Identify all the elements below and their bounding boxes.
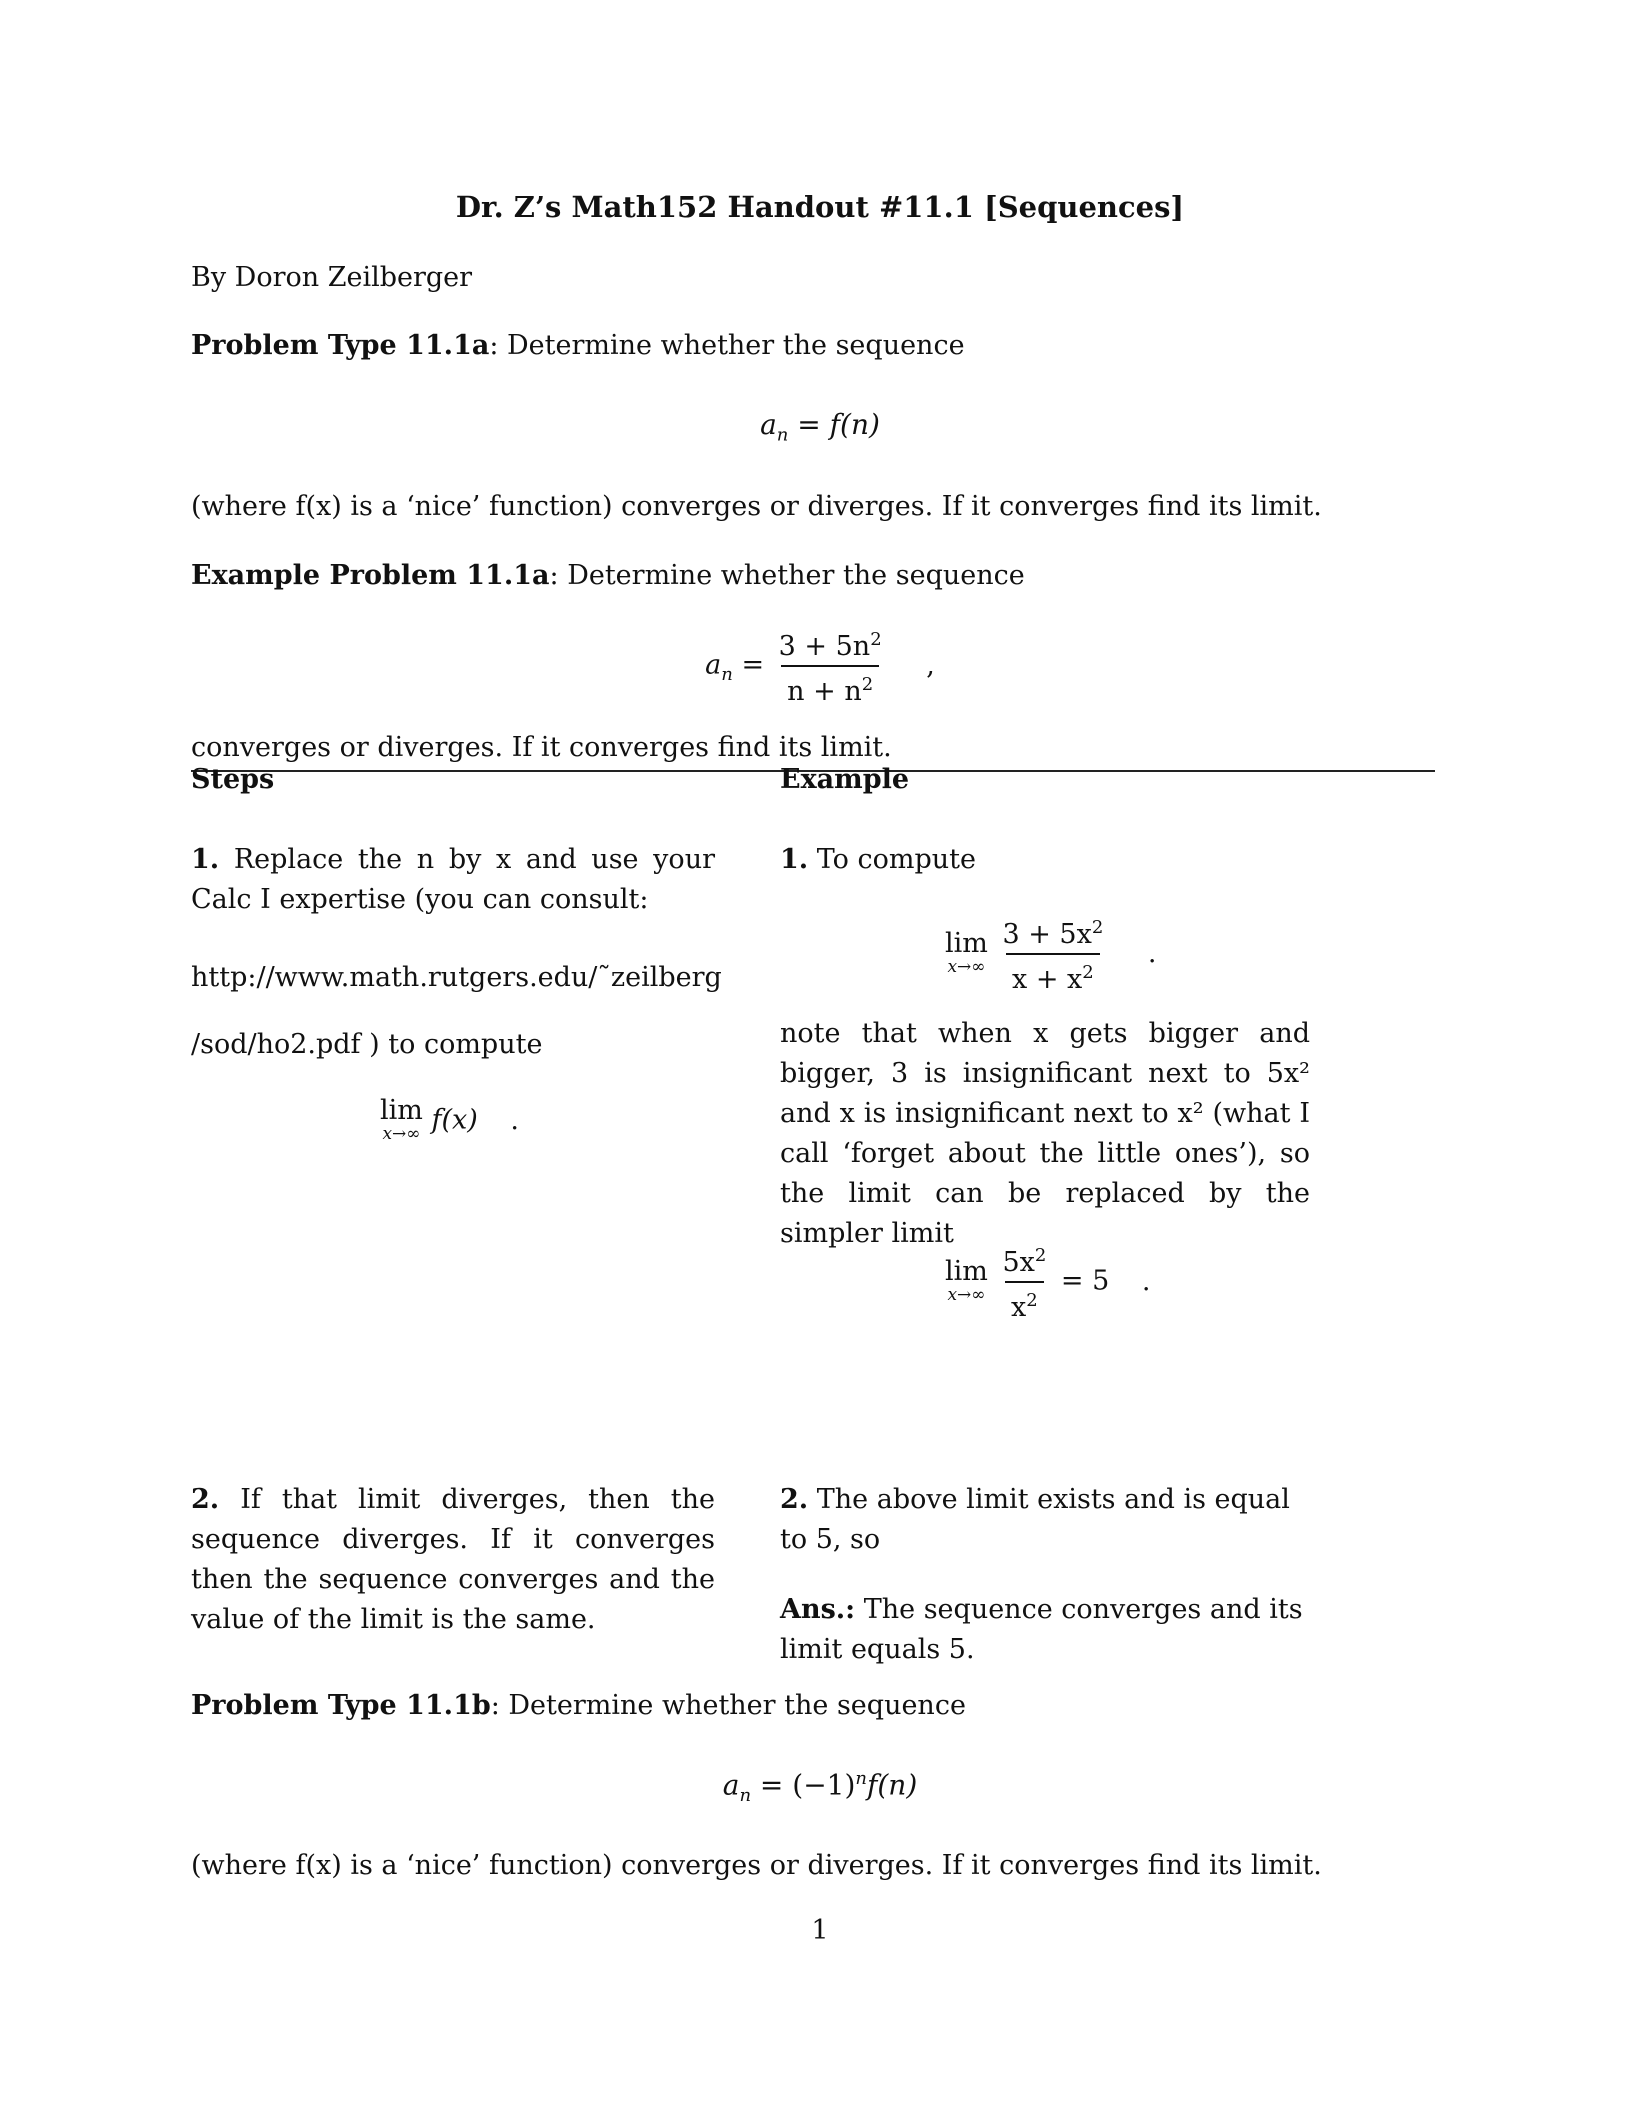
problem-type-a-text: : Determine whether the sequence <box>489 330 965 361</box>
step-1-body: Replace the n by x and use your Calc I expertise (you can consult: <box>191 844 715 915</box>
ex-numerator: 3 + 5n <box>778 631 871 662</box>
example-1-text <box>780 840 976 880</box>
ex-comma: , <box>926 649 935 681</box>
example-problem-a-label: Example Problem 11.1a <box>191 560 550 591</box>
page-title: Dr. Z’s Math152 Handout #11.1 [Sequences] <box>455 190 1185 224</box>
example-1-denominator: x + x <box>1012 964 1083 995</box>
example-2-answer <box>780 1590 1310 1670</box>
example-problem-a-after: converges or diverges. If it converges find its limit. <box>191 732 892 763</box>
ex-num-exp: 2 <box>870 629 882 650</box>
example-1-dot-2: . <box>1141 1265 1151 1297</box>
example-1-num-exp: 2 <box>1091 917 1104 938</box>
example-1-lim <box>945 928 988 977</box>
step-2-number: 2. <box>191 1484 220 1515</box>
step-1-url-line-2: /sod/ho2.pdf ) to compute <box>191 1029 543 1060</box>
alt-mid: = (−1) <box>751 1768 856 1802</box>
example-1-numerator-2: 5x <box>1002 1247 1035 1278</box>
problem-type-b <box>191 1686 966 1726</box>
formula-lhs: a <box>760 408 777 441</box>
example-1-body: To compute <box>808 844 977 875</box>
example-2-text <box>780 1480 1310 1560</box>
example-1-numerator: 3 + 5x <box>1002 919 1092 950</box>
problem-type-b-label: Problem Type 11.1b <box>191 1690 491 1721</box>
ex-denominator: n + n <box>787 676 862 707</box>
example-problem-a <box>191 556 1025 596</box>
ex-lhs-sub: n <box>721 663 733 685</box>
problem-type-a-description: (where f(x) is a ‘nice’ function) converges or diverges. If it converges find its limit. <box>191 491 1322 522</box>
steps-heading: Steps <box>191 764 275 795</box>
example-1-lim-word: lim <box>945 928 988 959</box>
page-number: 1 <box>811 1915 829 1946</box>
step-1-lim-expr: f(x) <box>431 1104 478 1136</box>
step-1-dot: . <box>510 1104 519 1136</box>
step-1-lim <box>380 1095 423 1144</box>
alt-rhs: f(n) <box>867 1768 918 1802</box>
example-1-lim-sub: x→∞ <box>947 957 986 977</box>
example-1-lim2-word: lim <box>945 1256 988 1287</box>
example-1-den2-exp: 2 <box>1026 1290 1038 1311</box>
step-1-url-line-1: http://www.math.rutgers.edu/˜zeilberg <box>191 962 722 993</box>
example-1-number: 1. <box>780 844 809 875</box>
example-1-paragraph: note that when x gets bigger and bigger, 3 is insignificant next to 5x² and x is insignificant next to x² (what I call ‘forget about the little ones’), so the limit can be replaced by the simpler limit <box>780 1018 1310 1249</box>
ex-fraction <box>773 622 888 710</box>
example-1-simpler-limit <box>945 1238 1151 1326</box>
step-1-lim-word: lim <box>380 1095 423 1126</box>
alt-lhs: a <box>722 1768 740 1802</box>
step-1-text <box>191 840 715 920</box>
ex-eq: = <box>732 649 773 681</box>
example-1-den-exp: 2 <box>1082 962 1094 983</box>
example-1-fraction <box>996 910 1109 998</box>
example-problem-a-text: : Determine whether the sequence <box>549 560 1025 591</box>
step-2-body: If that limit diverges, then the sequence diverges. If it converges then the sequence converges and the value of the limit is the same. <box>191 1484 715 1635</box>
formula-rhs: = f(n) <box>788 408 880 441</box>
example-2-number: 2. <box>780 1484 809 1515</box>
problem-type-b-text: : Determine whether the sequence <box>490 1690 966 1721</box>
ex-lhs: a <box>705 649 722 681</box>
formula-an-fn <box>0 408 1640 446</box>
example-1-num2-exp: 2 <box>1034 1245 1047 1266</box>
example-heading: Example <box>780 764 910 795</box>
formula-sub: n <box>776 424 789 446</box>
step-1-lim-sub: x→∞ <box>382 1124 421 1144</box>
example-fraction-formula <box>0 622 1640 710</box>
problem-type-b-description: (where f(x) is a ‘nice’ function) converges or diverges. If it converges find its limit. <box>191 1850 1322 1881</box>
problem-type-a <box>191 326 965 366</box>
alt-exp: n <box>855 1768 868 1789</box>
step-1-number: 1. <box>191 844 220 875</box>
example-1-lim2-sub: x→∞ <box>947 1285 986 1305</box>
step-1-limit-formula <box>380 1095 519 1144</box>
problem-type-a-label: Problem Type 11.1a <box>191 330 490 361</box>
author-line: By Doron Zeilberger <box>191 262 473 293</box>
formula-alternating <box>0 1768 1640 1806</box>
example-1-result: = 5 <box>1060 1265 1110 1297</box>
example-2-body: The above limit exists and is equal to 5, so <box>780 1484 1290 1555</box>
alt-lhs-sub: n <box>739 1784 752 1806</box>
step-2-text <box>191 1480 715 1640</box>
example-1-lim-2 <box>945 1256 988 1305</box>
answer-text: The sequence converges and its limit equals 5. <box>780 1594 1303 1665</box>
example-1-denominator-2: x <box>1011 1292 1027 1323</box>
example-1-fraction-2 <box>996 1238 1052 1326</box>
answer-label: Ans.: <box>780 1594 856 1625</box>
example-1-dot: . <box>1147 937 1157 969</box>
ex-den-exp: 2 <box>861 674 874 695</box>
example-1-limit-fraction <box>945 910 1156 998</box>
